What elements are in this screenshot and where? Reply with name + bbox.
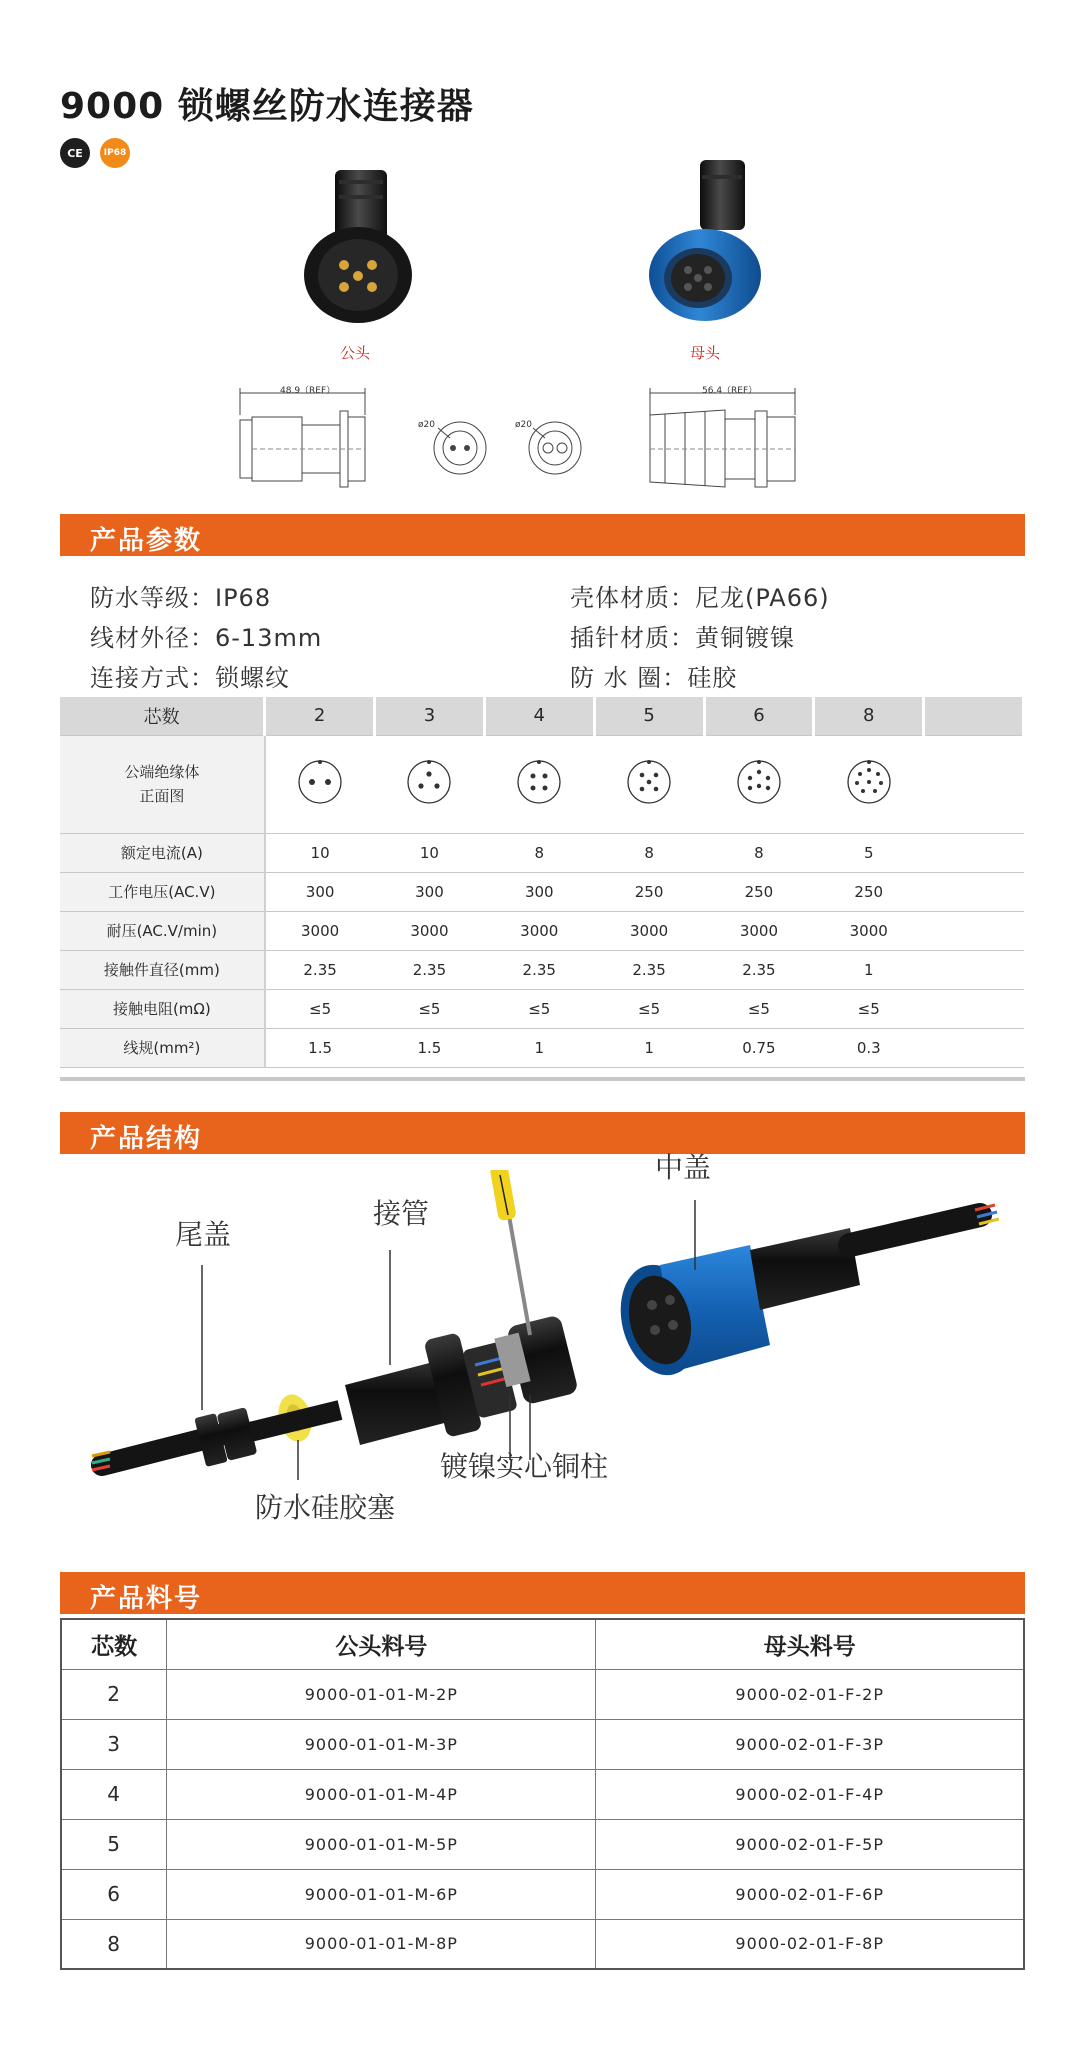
spec-cell: ≤5 xyxy=(375,989,485,1028)
spec-table-bottom-rule xyxy=(60,1077,1025,1081)
pn-male: 9000-01-01-M-8P xyxy=(167,1919,596,1969)
section-part-numbers-title: 产品料号 xyxy=(90,1584,203,1614)
ip68-cert-icon: IP68 xyxy=(100,138,130,168)
spec-cell: 3000 xyxy=(704,911,814,950)
table-row xyxy=(61,1769,1024,1819)
spec-cell: 1.5 xyxy=(375,1028,485,1067)
param-cable-diameter xyxy=(90,618,322,653)
spec-cell: 0.75 xyxy=(704,1028,814,1067)
table-row xyxy=(61,1869,1024,1919)
spec-cell: ≤5 xyxy=(814,989,924,1028)
section-params-title: 产品参数 xyxy=(90,526,203,556)
label-copper-pin: 镀镍实心铜柱 xyxy=(440,1450,609,1483)
section-part-numbers xyxy=(60,1572,1025,1614)
spec-empty-cell xyxy=(924,697,1024,735)
spec-cell: 1 xyxy=(814,950,924,989)
spec-row-label xyxy=(60,735,265,833)
pin-layout-5-icon xyxy=(594,735,704,833)
param-waterproof xyxy=(90,578,271,613)
diameter-label-left: ø20 xyxy=(418,420,435,430)
pin-layout-8-icon xyxy=(814,735,924,833)
pin-row-label-line2: 正面图 xyxy=(139,787,185,805)
female-length-dimension: 56.4（REF） xyxy=(702,386,758,396)
spec-core-count: 3 xyxy=(375,697,485,735)
spec-cell: 8 xyxy=(484,833,594,872)
part-number-table xyxy=(60,1618,1025,1970)
label-silicone-plug: 防水硅胶塞 xyxy=(255,1491,396,1524)
table-row xyxy=(61,1719,1024,1769)
diameter-label-right: ø20 xyxy=(515,420,532,430)
spec-cell: 5 xyxy=(814,833,924,872)
label-middle-cap: 中盖 xyxy=(655,1151,712,1184)
param-shell-material xyxy=(570,578,830,613)
spec-row-contact-diameter xyxy=(60,950,1024,989)
pin-layout-4-icon xyxy=(484,735,594,833)
section-structure xyxy=(60,1112,1025,1154)
female-caption: 母头 xyxy=(690,344,721,362)
spec-empty-cell xyxy=(924,872,1024,911)
pn-male: 9000-01-01-M-3P xyxy=(167,1719,596,1769)
spec-cell: 300 xyxy=(375,872,485,911)
spec-cell: 10 xyxy=(265,833,375,872)
spec-cell: 2.35 xyxy=(704,950,814,989)
spec-row-current xyxy=(60,833,1024,872)
spec-cell: 1.5 xyxy=(265,1028,375,1067)
spec-cell: 300 xyxy=(484,872,594,911)
spec-cell: 8 xyxy=(594,833,704,872)
pn-cores: 8 xyxy=(61,1919,167,1969)
spec-cell: 250 xyxy=(814,872,924,911)
spec-table xyxy=(60,697,1025,1068)
param-value: IP68 xyxy=(215,584,272,612)
param-label: 连接方式： xyxy=(90,664,215,692)
spec-cell: ≤5 xyxy=(704,989,814,1028)
female-connector-image xyxy=(640,155,770,325)
param-label: 防水等级： xyxy=(90,584,215,612)
pn-male: 9000-01-01-M-6P xyxy=(167,1869,596,1919)
spec-empty-cell xyxy=(924,989,1024,1028)
section-structure-title: 产品结构 xyxy=(90,1124,203,1154)
spec-cell: 3000 xyxy=(594,911,704,950)
spec-header-row xyxy=(60,697,1024,735)
spec-cell: 8 xyxy=(704,833,814,872)
male-connector-image xyxy=(295,165,425,325)
male-caption: 公头 xyxy=(340,344,371,362)
spec-row-label: 耐压(AC.V/min) xyxy=(60,911,265,950)
pn-female: 9000-02-01-F-8P xyxy=(596,1919,1024,1969)
pn-female: 9000-02-01-F-2P xyxy=(596,1669,1024,1719)
param-connection xyxy=(90,658,290,693)
label-tail-cap: 尾盖 xyxy=(175,1218,232,1251)
pin-layout-3-icon xyxy=(375,735,485,833)
spec-row-contact-resistance xyxy=(60,989,1024,1028)
spec-cell: 10 xyxy=(375,833,485,872)
spec-cell: 3000 xyxy=(814,911,924,950)
spec-cell: 2.35 xyxy=(375,950,485,989)
spec-header-cores: 芯数 xyxy=(60,697,265,735)
pn-cores: 6 xyxy=(61,1869,167,1919)
spec-cell: 2.35 xyxy=(594,950,704,989)
param-label: 插针材质： xyxy=(570,624,695,652)
spec-core-count: 2 xyxy=(265,697,375,735)
pn-male: 9000-01-01-M-2P xyxy=(167,1669,596,1719)
spec-core-count: 5 xyxy=(594,697,704,735)
spec-cell: 1 xyxy=(594,1028,704,1067)
pn-header-male: 公头料号 xyxy=(167,1619,596,1669)
spec-core-count: 6 xyxy=(704,697,814,735)
spec-cell: 3000 xyxy=(265,911,375,950)
param-label: 壳体材质： xyxy=(570,584,695,612)
pn-cores: 3 xyxy=(61,1719,167,1769)
spec-empty-cell xyxy=(924,735,1024,833)
param-label: 线材外径： xyxy=(90,624,215,652)
spec-empty-cell xyxy=(924,911,1024,950)
pn-header-cores: 芯数 xyxy=(61,1619,167,1669)
section-params xyxy=(60,514,1025,556)
label-joint-tube: 接管 xyxy=(373,1197,430,1230)
pn-cores: 5 xyxy=(61,1819,167,1869)
pn-female: 9000-02-01-F-5P xyxy=(596,1819,1024,1869)
spec-row-label: 工作电压(AC.V) xyxy=(60,872,265,911)
param-pin-material xyxy=(570,618,795,653)
pn-header-row xyxy=(61,1619,1024,1669)
page-title: 9000 锁螺丝防水连接器 xyxy=(60,86,474,127)
pn-male: 9000-01-01-M-4P xyxy=(167,1769,596,1819)
pn-cores: 4 xyxy=(61,1769,167,1819)
spec-empty-cell xyxy=(924,833,1024,872)
spec-cell: 3000 xyxy=(375,911,485,950)
spec-cell: 250 xyxy=(704,872,814,911)
spec-row-label: 线规(mm²) xyxy=(60,1028,265,1067)
spec-cell: 1 xyxy=(484,1028,594,1067)
param-seal xyxy=(570,658,737,693)
pin-row-label-line1: 公端绝缘体 xyxy=(124,763,200,781)
param-value: 6-13mm xyxy=(215,624,323,652)
spec-empty-cell xyxy=(924,950,1024,989)
spec-row-withstand xyxy=(60,911,1024,950)
spec-cell: ≤5 xyxy=(265,989,375,1028)
spec-cell: 300 xyxy=(265,872,375,911)
spec-row-label: 接触电阻(mΩ) xyxy=(60,989,265,1028)
param-value: 黄铜镀镍 xyxy=(695,624,795,652)
spec-row-voltage xyxy=(60,872,1024,911)
param-value: 硅胶 xyxy=(687,664,738,692)
param-value: 锁螺纹 xyxy=(215,664,290,692)
pn-female: 9000-02-01-F-6P xyxy=(596,1869,1024,1919)
spec-row-wire-gauge xyxy=(60,1028,1024,1067)
spec-cell: 0.3 xyxy=(814,1028,924,1067)
pn-header-female: 母头料号 xyxy=(596,1619,1024,1669)
spec-empty-cell xyxy=(924,1028,1024,1067)
spec-cell: ≤5 xyxy=(484,989,594,1028)
pn-female: 9000-02-01-F-3P xyxy=(596,1719,1024,1769)
spec-core-count: 8 xyxy=(814,697,924,735)
pn-male: 9000-01-01-M-5P xyxy=(167,1819,596,1869)
spec-row-label: 额定电流(A) xyxy=(60,833,265,872)
spec-core-count: 4 xyxy=(484,697,594,735)
ce-cert-icon: CE xyxy=(60,138,90,168)
spec-cell: 3000 xyxy=(484,911,594,950)
pin-layout-2-icon xyxy=(265,735,375,833)
table-row xyxy=(61,1669,1024,1719)
pn-cores: 2 xyxy=(61,1669,167,1719)
pin-layout-6-icon xyxy=(704,735,814,833)
param-value: 尼龙(PA66) xyxy=(695,584,830,612)
dimension-drawing xyxy=(235,385,835,495)
spec-cell: 2.35 xyxy=(265,950,375,989)
male-length-dimension: 48.9（REF） xyxy=(280,386,336,396)
table-row xyxy=(61,1819,1024,1869)
spec-pin-layout-row xyxy=(60,735,1024,833)
spec-cell: ≤5 xyxy=(594,989,704,1028)
table-row xyxy=(61,1919,1024,1969)
pn-female: 9000-02-01-F-4P xyxy=(596,1769,1024,1819)
spec-row-label: 接触件直径(mm) xyxy=(60,950,265,989)
spec-cell: 2.35 xyxy=(484,950,594,989)
param-label: 防 水 圈： xyxy=(570,664,688,692)
spec-cell: 250 xyxy=(594,872,704,911)
